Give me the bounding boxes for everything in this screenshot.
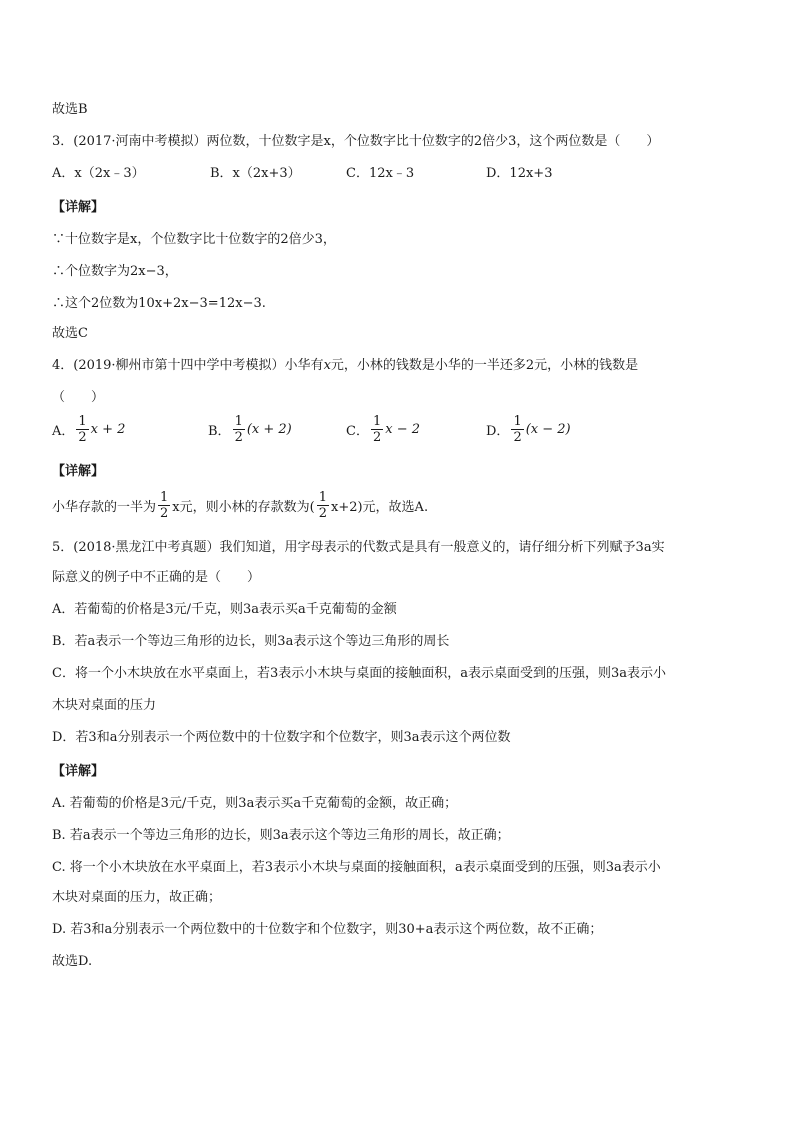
option-expr: (x + 2) <box>246 422 292 437</box>
solution-text: x元，则小林的存款数为( <box>172 500 315 515</box>
q3-solution-line: ∴这个2位数为10x+2x−3=12x−3. <box>52 296 266 311</box>
q4-text: 元，小林的钱数是小华的一半还多2元，小林的钱数是 <box>330 358 639 373</box>
fraction <box>511 414 523 445</box>
detail-heading: 【详解】 <box>52 200 105 215</box>
q5-option-c: C．将一个小木块放在水平桌面上，若3表示小木块与桌面的接触面积，a表示桌面受到的压强，则3a表示小 <box>52 666 666 681</box>
numerator: 1 <box>160 490 169 505</box>
q4-option-a <box>52 414 125 445</box>
numerator: 1 <box>513 414 522 429</box>
q5-solution-line: 木块对桌面的压力，故正确； <box>52 890 222 905</box>
q4-option-d <box>486 414 571 445</box>
option-label: C． <box>346 424 369 439</box>
q4-text: 4．(2019·柳州市第十四中学中考模拟）小华有 <box>52 358 324 373</box>
solution-text: x+2)元，故选A. <box>330 500 429 515</box>
q5-option-b: B．若a表示一个等边三角形的边长，则3a表示这个等边三角形的周长 <box>52 634 450 649</box>
answer-line: 故选C <box>52 326 88 341</box>
q5-solution-line: C. 将一个小木块放在水平桌面上，若3表示小木块与桌面的接触面积，a表示桌面受到的压强，则3a表示小 <box>52 860 661 875</box>
q3-option-c: C．12x﹣3 <box>346 166 415 181</box>
q4-paren: （ ） <box>52 390 105 405</box>
q5-option-c: 木块对桌面的压力 <box>52 698 157 713</box>
denominator: 2 <box>78 430 87 445</box>
detail-heading: 【详解】 <box>52 764 105 779</box>
q3-option-b: B．x（2x+3） <box>210 166 301 181</box>
option-label: D． <box>486 424 510 439</box>
q5-option-a: A．若葡萄的价格是3元/千克，则3a表示买a千克葡萄的金额 <box>52 602 397 617</box>
q5-solution-line: D. 若3和a分别表示一个两位数中的十位数字和个位数字，则30+a表示这个两位数，故不正确； <box>52 922 603 937</box>
option-label: B． <box>208 424 231 439</box>
numerator: 1 <box>372 414 382 429</box>
denominator: 2 <box>513 430 522 445</box>
fraction <box>317 490 329 521</box>
q5-solution-line: B. 若a表示一个等边三角形的边长，则3a表示这个等边三角形的周长，故正确； <box>52 828 510 843</box>
question-4 <box>52 358 638 374</box>
fraction <box>158 490 170 521</box>
question-3: 3．(2017·河南中考模拟）两位数，十位数字是x，个位数字比十位数字的2倍少3，这个两位数是（ ） <box>52 134 660 149</box>
q4-option-c <box>346 414 420 445</box>
option-label: A． <box>52 424 75 439</box>
denominator: 2 <box>234 430 243 445</box>
q4-option-b <box>208 414 292 445</box>
numerator: 1 <box>234 414 243 429</box>
q3-solution-line: ∵十位数字是x，个位数字比十位数字的2倍少3， <box>52 232 336 247</box>
numerator: 1 <box>78 414 87 429</box>
denominator: 2 <box>318 506 327 521</box>
solution-text: 小华存款的一半为 <box>52 500 157 515</box>
option-expr: x − 2 <box>385 422 420 437</box>
fraction <box>371 414 383 445</box>
q3-option-d: D．12x+3 <box>486 166 553 181</box>
q4-solution-line <box>52 490 428 521</box>
q3-solution-line: ∴个位数字为2x−3， <box>52 264 178 279</box>
numerator: 1 <box>318 490 327 505</box>
denominator: 2 <box>160 506 169 521</box>
answer-line: 故选D. <box>52 954 93 969</box>
q4-variable: x <box>323 358 331 373</box>
q5-solution-line: A. 若葡萄的价格是3元/千克，则3a表示买a千克葡萄的金额，故正确； <box>52 796 458 811</box>
fraction <box>76 414 88 445</box>
q5-option-d: D．若3和a分别表示一个两位数中的十位数字和个位数字，则3a表示这个两位数 <box>52 730 511 745</box>
option-expr: (x − 2) <box>525 422 571 437</box>
option-expr: x + 2 <box>90 422 126 437</box>
answer-line: 故选B <box>52 102 88 117</box>
fraction <box>233 414 245 445</box>
question-5: 际意义的例子中不正确的是（ ） <box>52 570 261 585</box>
question-5: 5．(2018·黑龙江中考真题）我们知道，用字母表示的代数式是具有一般意义的，请仔细分析下列赋予3a实 <box>52 540 665 555</box>
q3-option-a: A．x（2x﹣3） <box>52 166 145 181</box>
detail-heading: 【详解】 <box>52 464 105 479</box>
denominator: 2 <box>372 430 382 445</box>
